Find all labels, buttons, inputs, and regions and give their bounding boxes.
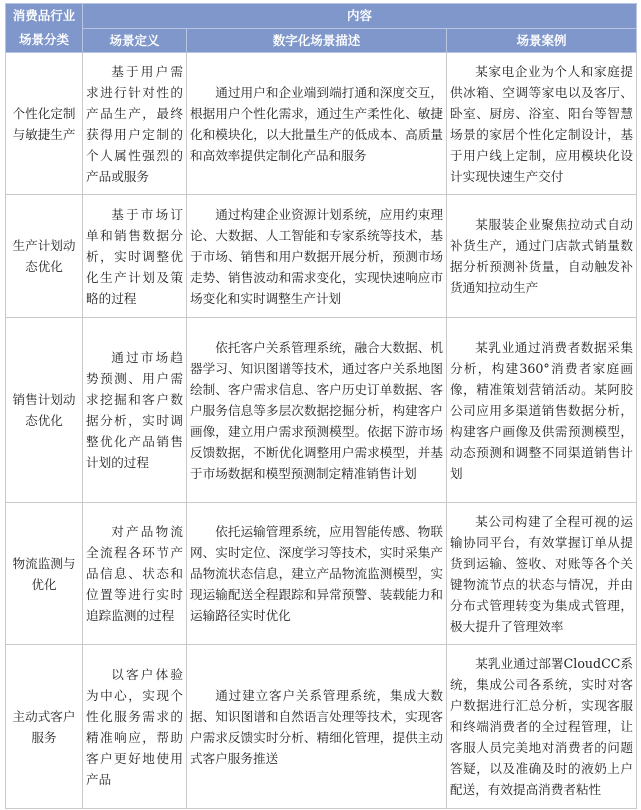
row-description: 通过构建企业资源计划系统，应用约束理论、大数据、人工智能和专家系统等技术，基于市场、销售和用户数据开展分析，预测市场走势、销售波动和需求变化，实现快速响应市场变化和实时调整生产计划 [187,195,447,318]
scenario-table [5,3,637,809]
header-case: 场景案例 [447,28,637,53]
header-definition: 场景定义 [83,28,187,53]
row-category: 个性化定制与敏捷生产 [6,53,83,195]
table-row [6,53,637,195]
row-description: 依托运输管理系统，应用智能传感、物联网、实时定位、深度学习等技术，实时采集产品物流状态信息，建立产品物流监测模型，实现运输配送全程跟踪和异常预警、装载能力和运输路径实时优化 [187,503,447,645]
table-row [6,645,637,809]
row-case: 某公司构建了全程可视的运输协同平台，有效掌握订单从提货到运输、签收、对账等各个关键物流节点的状态与情况，并由分布式管理转变为集成式管理，极大提升了管理效率 [447,503,637,645]
row-definition: 基于市场订单和销售数据分析，实时调整优化生产计划及策略的过程 [83,195,187,318]
row-definition: 基于用户需求进行针对性的产品生产，最终获得用户定制的个人属性强烈的产品或服务 [83,53,187,195]
table-row [6,195,637,318]
row-category: 生产计划动态优化 [6,195,83,318]
row-category: 销售计划动态优化 [6,318,83,503]
header-category-label: 消费品行业场景分类 [12,8,76,47]
row-case: 某服装企业聚焦拉动式自动补货生产，通过门店款式销量数据分析预测补货量，自动触发补货通知拉动生产 [447,195,637,318]
row-category: 物流监测与优化 [6,503,83,645]
row-case: 某乳业通过消费者数据采集分析，构建360°消费者家庭画像，精准策划营销活动。某阿胶公司应用多渠道销售数据分析，构建客户画像及供需预测模型，动态预测和调整不同渠道销售计划 [447,318,637,503]
table-row [6,318,637,503]
row-description: 依托客户关系管理系统，融合大数据、机器学习、知识图谱等技术，通过客户关系地图绘制、客户需求信息、客户历史订单数据、客户服务信息等多层次数据挖掘分析，构建客户画像，建立用户需求预测模型。依据下游市场反馈数据，不断优化调整用户需求模型，并基于市场数据和模型预测制定精准销售计划 [187,318,447,503]
header-description: 数字化场景描述 [187,28,447,53]
row-definition: 以客户体验为中心，实现个性化服务需求的精准响应，帮助客户更好地使用产品 [83,645,187,809]
row-definition: 对产品物流全流程各环节产品信息、状态和位置等进行实时追踪监测的过程 [83,503,187,645]
row-case: 某乳业通过部署CloudCC系统，集成公司各系统，实时对客户数据进行汇总分析，实现客服和终端消费者的全过程管理，让客服人员完美地对消费者的问题答疑，以及准确及时的液奶上户配送，有效提高消费者粘性 [447,645,637,809]
row-category: 主动式客户服务 [6,645,83,809]
row-definition: 通过市场趋势预测、用户需求挖掘和客户数据分析，实时调整优化产品销售计划的过程 [83,318,187,503]
row-description: 通过建立客户关系管理系统，集成大数据、知识图谱和自然语言处理等技术，实现客户需求反馈实时分析、精细化管理，提供主动式客户服务推送 [187,645,447,809]
header-content: 内容 [83,4,637,29]
row-case: 某家电企业为个人和家庭提供冰箱、空调等家电以及客厅、卧室、厨房、浴室、阳台等智慧场景的家居个性化定制设计，基于用户线上定制，应用模块化设计实现快速生产交付 [447,53,637,195]
header-category [6,4,83,53]
table-row [6,503,637,645]
row-description: 通过用户和企业端到端打通和深度交互，根据用户个性化需求，通过生产柔性化、敏捷化和模块化，以大批量生产的低成本、高质量和高效率提供定制化产品和服务 [187,53,447,195]
